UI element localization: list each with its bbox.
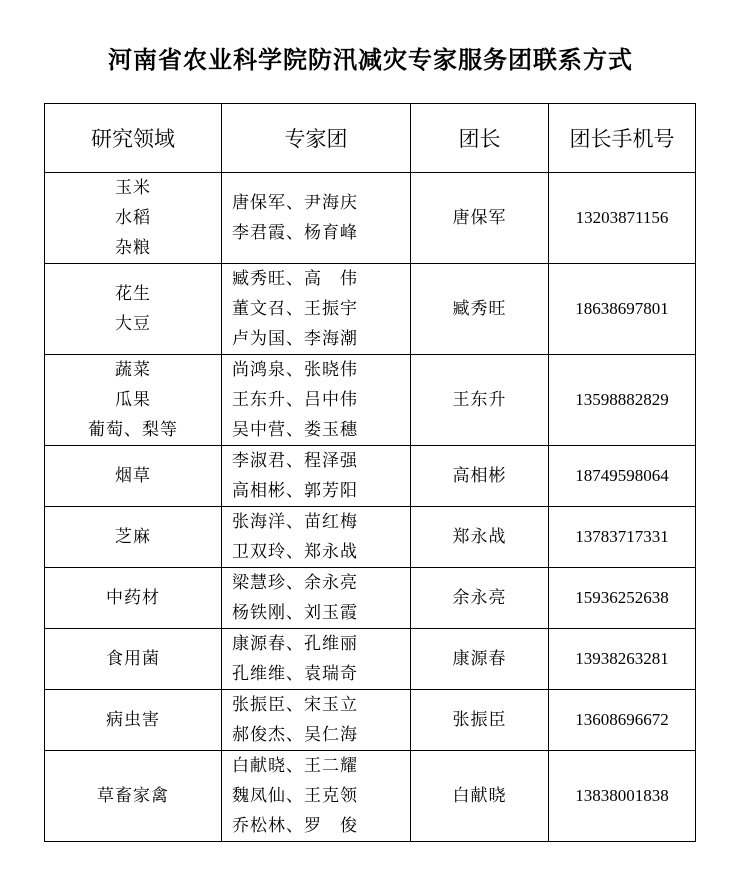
expert-team-cell xyxy=(222,507,411,568)
research-field-line: 食用菌 xyxy=(106,649,160,669)
research-field-line: 杂粮 xyxy=(115,238,151,258)
table-row xyxy=(45,690,696,751)
research-field-line: 病虫害 xyxy=(106,710,160,730)
expert-names-line: 唐保军、尹海庆 xyxy=(232,193,358,213)
team-leader-cell: 康源春 xyxy=(411,629,549,690)
expert-names-line: 李淑君、程泽强 xyxy=(232,451,358,471)
table-row xyxy=(45,264,696,355)
expert-names-line: 孔维维、袁瑞奇 xyxy=(232,664,358,684)
team-leader-cell: 高相彬 xyxy=(411,446,549,507)
research-field-line: 玉米 xyxy=(115,178,151,198)
research-field-cell xyxy=(45,507,222,568)
team-leader-cell: 臧秀旺 xyxy=(411,264,549,355)
research-field-cell xyxy=(45,264,222,355)
research-field-cell xyxy=(45,173,222,264)
table-row xyxy=(45,751,696,842)
expert-names-line: 臧秀旺、高 伟 xyxy=(232,269,358,289)
expert-team-cell xyxy=(222,568,411,629)
expert-names-line: 王东升、吕中伟 xyxy=(232,390,358,410)
header-research-field: 研究领域 xyxy=(45,104,222,173)
research-field-line: 草畜家禽 xyxy=(97,786,169,806)
research-field-cell xyxy=(45,568,222,629)
leader-phone-cell: 18749598064 xyxy=(549,446,696,507)
expert-team-cell xyxy=(222,173,411,264)
team-leader-cell: 余永亮 xyxy=(411,568,549,629)
expert-names-line: 杨铁刚、刘玉霞 xyxy=(232,603,358,623)
expert-names-line: 郝俊杰、吴仁海 xyxy=(232,725,358,745)
team-leader-cell: 张振臣 xyxy=(411,690,549,751)
expert-names-line: 吴中营、娄玉穗 xyxy=(232,420,358,440)
leader-phone-cell: 13203871156 xyxy=(549,173,696,264)
expert-team-cell xyxy=(222,751,411,842)
research-field-line: 芝麻 xyxy=(115,527,151,547)
expert-team-cell xyxy=(222,264,411,355)
research-field-line: 花生 xyxy=(115,284,151,304)
team-leader-cell: 王东升 xyxy=(411,355,549,446)
table-row xyxy=(45,446,696,507)
expert-names-line: 康源春、孔维丽 xyxy=(232,634,358,654)
expert-team-cell xyxy=(222,446,411,507)
table-header-row xyxy=(45,104,696,173)
expert-team-cell xyxy=(222,355,411,446)
table-row xyxy=(45,629,696,690)
research-field-cell xyxy=(45,355,222,446)
expert-team-cell xyxy=(222,690,411,751)
expert-names-line: 张振臣、宋玉立 xyxy=(232,695,358,715)
header-team-leader: 团长 xyxy=(411,104,549,173)
leader-phone-cell: 13783717331 xyxy=(549,507,696,568)
research-field-line: 烟草 xyxy=(115,466,151,486)
table-row xyxy=(45,355,696,446)
research-field-line: 水稻 xyxy=(115,208,151,228)
research-field-line: 葡萄、梨等 xyxy=(88,420,178,440)
table-row xyxy=(45,568,696,629)
team-leader-cell: 白献晓 xyxy=(411,751,549,842)
team-leader-cell: 唐保军 xyxy=(411,173,549,264)
table-row xyxy=(45,173,696,264)
research-field-line: 中药材 xyxy=(106,588,160,608)
expert-names-line: 李君霞、杨育峰 xyxy=(232,223,358,243)
leader-phone-cell: 13838001838 xyxy=(549,751,696,842)
leader-phone-cell: 18638697801 xyxy=(549,264,696,355)
expert-names-line: 张海洋、苗红梅 xyxy=(232,512,358,532)
research-field-cell xyxy=(45,690,222,751)
expert-names-line: 卢为国、李海潮 xyxy=(232,329,358,349)
expert-names-line: 魏凤仙、王克领 xyxy=(232,786,358,806)
expert-names-line: 尚鸿泉、张晓伟 xyxy=(232,360,358,380)
research-field-cell xyxy=(45,629,222,690)
research-field-cell xyxy=(45,751,222,842)
expert-contact-table xyxy=(44,103,696,842)
research-field-line: 瓜果 xyxy=(115,390,151,410)
expert-names-line: 梁慧珍、余永亮 xyxy=(232,573,358,593)
expert-names-line: 白献晓、王二耀 xyxy=(232,756,358,776)
leader-phone-cell: 15936252638 xyxy=(549,568,696,629)
leader-phone-cell: 13598882829 xyxy=(549,355,696,446)
research-field-cell xyxy=(45,446,222,507)
leader-phone-cell: 13938263281 xyxy=(549,629,696,690)
header-expert-team: 专家团 xyxy=(222,104,411,173)
leader-phone-cell: 13608696672 xyxy=(549,690,696,751)
expert-team-cell xyxy=(222,629,411,690)
expert-names-line: 董文召、王振宇 xyxy=(232,299,358,319)
team-leader-cell: 郑永战 xyxy=(411,507,549,568)
expert-names-line: 乔松林、罗 俊 xyxy=(232,816,358,836)
research-field-line: 蔬菜 xyxy=(115,360,151,380)
header-leader-phone: 团长手机号 xyxy=(549,104,696,173)
expert-names-line: 卫双玲、郑永战 xyxy=(232,542,358,562)
research-field-line: 大豆 xyxy=(115,314,151,334)
expert-names-line: 高相彬、郭芳阳 xyxy=(232,481,358,501)
table-row xyxy=(45,507,696,568)
page-title: 河南省农业科学院防汛减灾专家服务团联系方式 xyxy=(108,46,633,74)
